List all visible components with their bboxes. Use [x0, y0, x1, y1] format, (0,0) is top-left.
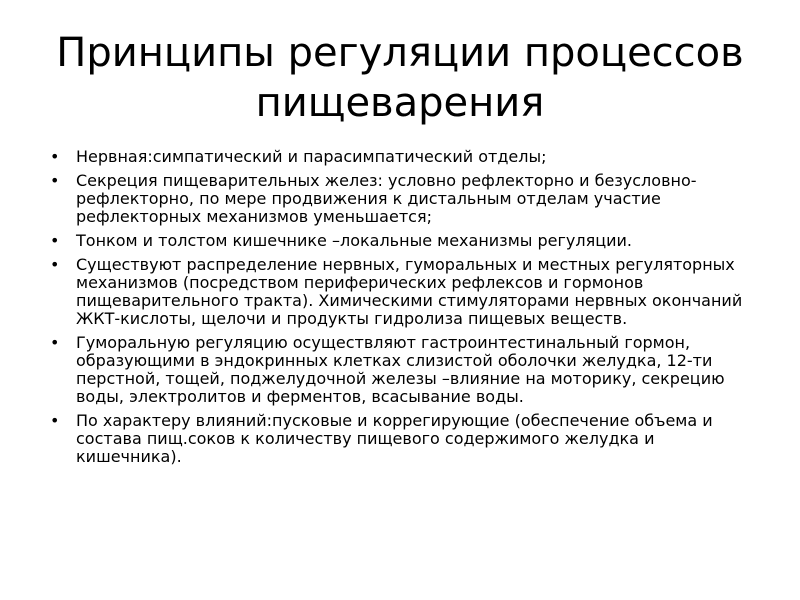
bullet-dot: • — [50, 147, 60, 166]
bullet-dot: • — [50, 333, 60, 352]
bullet-text: Секреция пищеварительных желез: условно рефлекторно и безусловно-рефлекторно, по мере продвижения к дистальным отделам участие рефлекторных механизмов уменьшается; — [76, 171, 697, 226]
bullet-text: Тонком и толстом кишечнике –локальные механизмы регуляции. — [76, 231, 632, 250]
bullet-text: Существуют распределение нервных, гуморальных и местных регуляторных механизмов (посредством периферических рефлексов и гормонов пищеварительного тракта). Химическими стимуляторами нервных окончаний ЖКТ-кислоты, щелочи и продукты гидролиза пищевых веществ. — [76, 255, 743, 328]
bullet-item — [50, 334, 760, 406]
bullet-text: По характеру влияний:пусковые и коррегирующие (обеспечение объема и состава пищ.соков к количеству пищевого содержимого желудка и кишечника). — [76, 411, 713, 466]
bullet-dot: • — [50, 411, 60, 430]
bullet-item — [50, 256, 760, 328]
bullet-dot: • — [50, 255, 60, 274]
bullet-dot: • — [50, 171, 60, 190]
bullet-item — [50, 412, 760, 466]
bullet-list — [50, 148, 760, 472]
bullet-text: Гуморальную регуляцию осуществляют гастроинтестинальный гормон, образующими в эндокринных клетках слизистой оболочки желудка, 12-ти перстной, тощей, поджелудочной железы –влияние на моторику, секрецию воды, электролитов и ферментов, всасывание воды. — [76, 333, 725, 406]
bullet-dot: • — [50, 231, 60, 250]
bullet-item — [50, 172, 760, 226]
bullet-item — [50, 148, 760, 166]
slide-title: Принципы регуляции процессов пищеварения — [56, 30, 744, 126]
bullet-text: Нервная:симпатический и парасимпатический отделы; — [76, 147, 547, 166]
bullet-item — [50, 232, 760, 250]
